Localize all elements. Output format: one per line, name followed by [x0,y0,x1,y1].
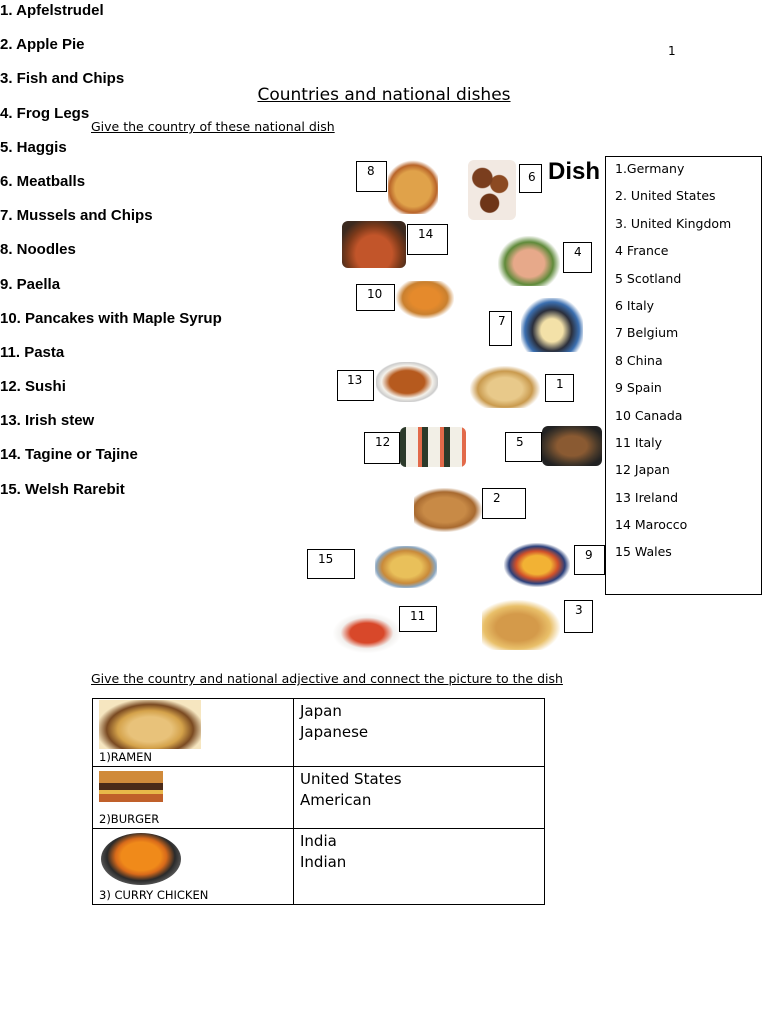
adjective-answer: Japanese [300,723,369,741]
dish-item: 13. Irish stew [0,412,95,430]
dish-item: 3. Fish and Chips [0,70,125,88]
label-box-noodles: 8 [356,161,387,192]
country-list [605,156,762,595]
dish-item: 8. Noodles [0,241,76,259]
country-answer: United States [300,770,402,788]
dish-item: 4. Frog Legs [0,104,90,122]
answer-cell [294,699,545,767]
country-item: 7 Belgium [615,325,679,341]
dish-heading-fragment: Dish [548,158,601,185]
fish-chips-image [482,600,560,650]
country-item: 11 Italy [615,434,662,450]
country-item: 1.Germany [615,161,685,176]
country-item: 12 Japan [615,462,670,478]
label-box-tagine: 14 [407,224,448,255]
label-box-paella: 9 [574,545,605,575]
label-box-meatballs: 6 [519,164,542,193]
country-item: 14 Marocco [615,517,688,533]
dish-item: 11. Pasta [0,343,65,361]
label-box-mussels: 7 [489,311,512,346]
adjective-answer: Indian [300,853,347,871]
adjective-table [92,698,545,905]
dish-item: 6. Meatballs [0,172,86,190]
irish-stew-image [376,362,438,402]
dish-item: 10. Pancakes with Maple Syrup [0,309,222,327]
label-box-apfelstrudel: 1 [545,374,574,402]
label-box-pancakes: 10 [356,284,395,311]
country-answer: Japan [300,702,342,720]
pasta-image [333,613,401,653]
country-item: 2. United States [615,188,716,204]
pancakes-image [396,281,454,319]
country-item: 8 China [615,352,663,368]
country-item: 4 France [615,243,669,259]
dish-item: 12. Sushi [0,378,66,396]
meatballs-image [468,160,516,220]
dish-item: 15. Welsh Rarebit [0,480,125,498]
instruction-2: Give the country and national adjective and connect the picture to the dish [91,671,563,686]
ramen-image [99,700,201,749]
welsh-rarebit-image [375,546,437,588]
sushi-image [400,427,466,467]
dish-item: 1. Apfelstrudel [0,2,104,19]
country-item: 9 Spain [615,380,662,396]
picture-cell [93,767,294,829]
tagine-image [342,221,406,268]
label-box-frog-legs: 4 [563,242,592,273]
frog-legs-image [498,236,560,286]
country-item: 10 Canada [615,407,683,423]
country-item: 15 Wales [615,544,672,560]
country-item: 13 Ireland [615,489,679,505]
table-caption: 3) CURRY CHICKEN [99,888,209,902]
mussels-image [521,298,583,352]
country-item: 6 Italy [615,297,655,313]
dish-item: 9. Paella [0,275,61,293]
dish-item: 2. Apple Pie [0,36,85,54]
country-answer: India [300,832,337,850]
curry-chicken-image [101,833,181,885]
answer-cell [294,767,545,829]
dish-item: 7. Mussels and Chips [0,207,153,225]
dish-item: 5. Haggis [0,138,67,156]
label-box-haggis: 5 [505,432,542,462]
table-row [93,767,545,829]
country-item: 5 Scotland [615,270,682,286]
adjective-answer: American [300,791,372,809]
table-row [93,699,545,767]
table-row [93,829,545,905]
apfelstrudel-image [470,366,540,408]
label-box-irish-stew: 13 [337,370,374,401]
burger-image [99,768,163,808]
picture-cell [93,699,294,767]
label-box-fish-chips: 3 [564,600,593,633]
apple-pie-image [414,488,482,532]
noodles-image [388,158,438,214]
page-number: 1 [668,44,676,58]
label-box-sushi: 12 [364,432,400,464]
instruction-1: Give the country of these national dish [91,119,335,134]
table-caption: 1)RAMEN [99,750,152,764]
label-box-apple-pie: 2 [482,488,526,519]
label-box-pasta: 11 [399,606,437,632]
picture-cell [93,829,294,905]
label-box-welsh-rarebit: 15 [307,549,355,579]
country-item: 3. United Kingdom [615,215,732,231]
answer-cell [294,829,545,905]
table-caption: 2)BURGER [99,812,160,826]
page-title: Countries and national dishes [257,85,511,105]
dish-item: 14. Tagine or Tajine [0,446,138,464]
haggis-image [542,426,602,466]
paella-image [504,543,570,587]
